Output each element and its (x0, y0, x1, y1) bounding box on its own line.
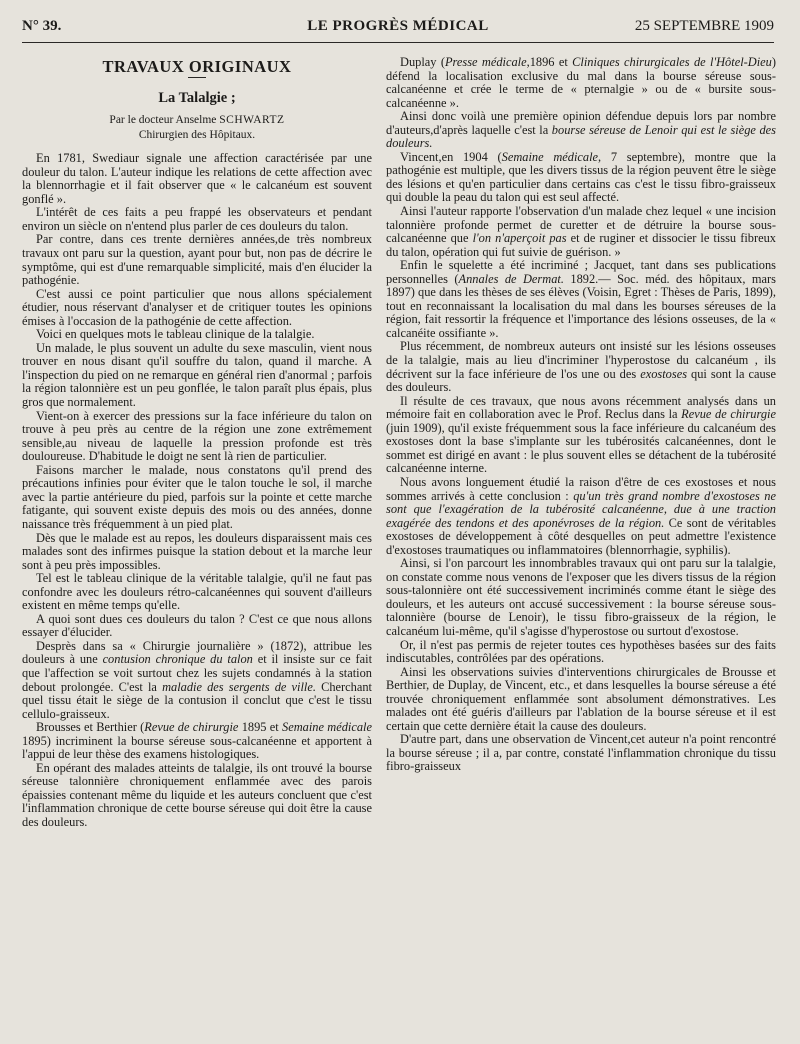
paragraph (386, 151, 776, 205)
text-run: Cherchant quel tissu était le siège de la contusion il conclut que c'est le tissu cellulo-graisseux. (22, 679, 372, 721)
text-run: qui sont la cause des douleurs. (386, 366, 777, 395)
paragraph (22, 640, 372, 721)
article-title: La Talalgie ; (158, 89, 236, 106)
italic-run: Presse médicale (444, 55, 527, 69)
text-run: Desprès dans sa « Chirurgie journalière » (1872), attribue les douleurs à une (22, 638, 372, 667)
text-run: 1895) incriminent la bourse séreuse sous-calcanéenne et apportent à l'appui de leur thèse des examens histologiques. (22, 733, 372, 762)
section-title: TRAVAUX ORIGINAUX (102, 57, 292, 76)
italic-run: Semaine médicale (501, 149, 599, 164)
italic-run: contusion chronique du talon (102, 652, 253, 667)
text-run: Ainsi donc voilà une première opinion défendue depuis lors par nombre d'auteurs,d'après laquelle c'est la (386, 109, 776, 137)
text-run: 1895 et (238, 720, 283, 735)
text-run: (juin 1909), qu'il existe fréquemment sous la face inférieure du calcanéum des exostoses dont la base s'implante sur les tubérosités calcanéennes, dont le sommet est dirigé en avant : le plus souvent elles se détachent de la tubérosité calcanéenne interne. (386, 420, 776, 476)
paragraph: Faisons marcher le malade, nous constatons qu'il prend des précautions infinies pour éviter que le talon touche le sol, il marche avec la partie antérieure du pied, parfois sur la pointe et cette marche fatigante, qui souvent existe depuis des mois ou des années, donne naissance très fréquemment à un pied plat. (22, 462, 372, 531)
text-run: Enfin le squelette a été incriminé ; Jacquet, tant dans ses publications personnelles ( (386, 258, 776, 286)
italic-run: Revue de chirurgie (681, 407, 777, 422)
text-run: et de ruginer et dissocier le tissu fibreux du talon, opération qui fut suivie de guérison. » (386, 231, 776, 259)
paragraph: C'est aussi ce point particulier que nous allons spécialement étudier, nous réservant d'analyser et de critiquer toutes les opinions émises à l'occasion de la pathogénie de cette affection. (22, 286, 372, 328)
text-run: Plus récemment, de nombreux auteurs ont insisté sur les lésions osseuses de la talalgie, mais au lieu d'incriminer l'hyperostose du calcanéum , ils décrivent sur la face inférieure de l'os une ou des (386, 339, 776, 381)
paragraph (386, 259, 776, 340)
italic-run: bourse séreuse de Lenoir qui est le siège des douleurs. (386, 122, 777, 151)
text-run: Ainsi l'auteur rapporte l'observation d'un malade chez lequel « une incision talonnière profonde permet de curetter et de détruire la bourse sous-calcanéenne que (386, 204, 776, 246)
italic-run: Cliniques chirurgicales de l'Hôtel-Dieu (572, 55, 772, 69)
text-run: Duplay ( (400, 55, 445, 69)
page-header (22, 16, 774, 43)
title-rule (188, 77, 206, 78)
paragraph (386, 205, 776, 259)
text-run: Vincent,en 1904 ( (400, 149, 502, 164)
journal-title: LE PROGRÈS MÉDICAL (307, 18, 489, 34)
right-column (386, 56, 776, 774)
paragraph: L'intérêt de ces faits a peu frappé les observateurs et pendant environ un siècle on n'entend plus parler de ces douleurs du talon. (22, 205, 372, 233)
paragraph (22, 721, 372, 762)
paragraph: Ainsi, si l'on parcourt les innombrables travaux qui ont paru sur la talalgie, on constate comme nous venons de l'exposer que les divers tissus de la région sous-talonnière ont été successivement incriminés comme étant le siège des douleurs, et les auteurs ont accusé successivement : la bourse séreuse sous-talonnière (bourse de Lenoir), le tissu fibro-graisseux de la région, le calcanéum lui-même, qu'il s'agisse d'hyperostose ou surtout d'exostose. (386, 556, 776, 638)
byline-prefix: Par le docteur Anselme (109, 114, 220, 127)
issue-date: 25 SEPTEMBRE 1909 (634, 18, 774, 34)
issue-number: N° 39. (22, 18, 62, 34)
paragraph: En opérant des malades atteints de talalgie, ils ont trouvé la bourse séreuse talonnière chroniquement enflammée avec des parois épaissies contenant même du liquide et les auteurs concluent que c'est l'inflammation chronique de cette bourse séreuse qui doit être la cause des douleurs. (22, 760, 372, 829)
italic-run: Semaine médicale (282, 720, 372, 735)
paragraph: Dès que le malade est au repos, les douleurs disparaissent mais ces malades sont des infirmes puisque la station debout et la marche leur sont à peu près impossibles. (22, 530, 372, 572)
italic-run: Revue de chirurgie (144, 720, 239, 735)
italic-run: l'on n'aperçoit pas (472, 231, 567, 246)
italic-run: Annales de Dermat. (458, 271, 564, 286)
text-run: , 7 septembre), montre que la pathogénie est multiple, que les divers tissus de la région peuvent être le siège des lésions et qu'en particulier dans certains cas c'est le tissu fibro-graisseux qui double la peau du talon qui est seul affecté. (386, 149, 777, 205)
text-run: 1892.— Soc. méd. des hôpitaux, mars 1897) que dans les thèses de ses élèves (Voisin, Egret : Thèses de Paris, 1899), tout en reconnaissant la localisation du mal dans les bourses séreuses de la région, fait ressortir la fréquence et l'importance des lésions osseuses, de la « calcanéite ossifiante ». (386, 271, 776, 340)
paragraph: Tel est le tableau clinique de la véritable talalgie, qu'il ne faut pas confondre avec les douleurs rétro-calcanéennes qui souvent d'ailleurs existent en même temps qu'elle. (22, 571, 372, 613)
byline (22, 114, 372, 128)
paragraph: En 1781, Swediaur signale une affection caractérisée par une douleur du talon. L'auteur indique les relations de cette affection avec la blennorrhagie et il fait observer que « le calcanéum est souvent gonflé ». (22, 151, 372, 206)
paragraph: Vient-on à exercer des pressions sur la face inférieure du talon on trouve à peu près au centre de la région une zone extrêmement sensible,au niveau de laquelle la pression profonde est très douloureuse. D'habitude le doigt ne sent là rien de particulier. (22, 408, 372, 464)
italic-run: maladie des sergents de ville. (162, 679, 316, 694)
paragraph: Un malade, le plus souvent un adulte du sexe masculin, vient nous trouver en nous disant qu'il souffre du talon, quand il marche. A l'inspection du pied on ne remarque en général rien d'anormal ; parfois la région talonnière est un peu gonflée, le talon paraît plus épais, plus gros que normalement. (22, 340, 372, 410)
paragraph: A quoi sont dues ces douleurs du talon ? C'est ce que nous allons essayer d'élucider. (22, 611, 372, 640)
paragraph (386, 110, 776, 151)
text-run: Nous avons longuement étudié la raison d'être de ces exostoses et nous sommes arrivés à cette conclusion : (386, 474, 776, 503)
paragraph (386, 476, 776, 557)
paragraph: Or, il n'est pas permis de rejeter toutes ces hypothèses basées sur des faits indiscutables, contrôlées par des opérations. (386, 637, 776, 666)
text-run: ,1896 et (526, 55, 573, 69)
author-name: SCHWARTZ (219, 114, 285, 127)
paragraph: Voici en quelques mots le tableau clinique de la talalgie. (36, 327, 315, 342)
italic-run: exostoses (640, 366, 688, 381)
paragraph: Par contre, dans ces trente dernières années,de très nombreux travaux ont paru sur la question, ayant pour but, non pas de décrire le symptôme, qui est d'une remarquable simplicité, mais d'en élucider la pathogénie. (22, 232, 372, 288)
text-run: Ce sont de véritables exostoses de développement à côté desquelles on peut admettre l'existence d'exostoses traumatiques ou inflammatoires (blennorrhagie, syphilis). (386, 515, 776, 557)
text-run: Il résulte de ces travaux, que nous avons récemment analysés dans un mémoire fait en collaboration avec le Prof. Reclus dans la (386, 393, 776, 422)
text-run: et il insiste sur ce fait que l'affection se voit surtout chez les sujets condamnés à la station debout prolongée. C'est la (22, 652, 373, 694)
text-run: Brousses et Berthier ( (36, 720, 145, 735)
text-run: ) défend la localisation exclusive du mal dans la bourse séreuse sous-calcanéenne et crée le terme de « pternalgie » ou de « bursite sous-calcanéenne ». (386, 55, 776, 110)
paragraph (386, 56, 776, 110)
paragraph (386, 340, 776, 394)
paragraph: D'autre part, dans une observation de Vincent,cet auteur n'a point rencontré la bourse séreuse ; il a, par contre, constaté l'inflammation chronique du tissu fibro-graisseux (386, 732, 776, 774)
paragraph: Ainsi les observations suivies d'interventions chirurgicales de Brousse et Berthier, de Duplay, de Vincent, etc., et dans lesquelles la bourse séreuse a été trouvée chroniquement enflammée sont absolument démonstratives. Les malades ont été guéris d'ailleurs par l'ablation de la bourse séreuse et il est certain que cette dernière était la cause des douleurs. (386, 664, 776, 733)
italic-run: qu'un très grand nombre d'exostoses ne sont que l'exagération de la tubérosité calcanéenne, due à une traction exagérée des tendons et des aponévroses de la région. (386, 488, 777, 530)
author-role: Chirurgien des Hôpitaux. (138, 128, 256, 141)
left-column (22, 56, 372, 830)
paragraph (386, 395, 776, 476)
